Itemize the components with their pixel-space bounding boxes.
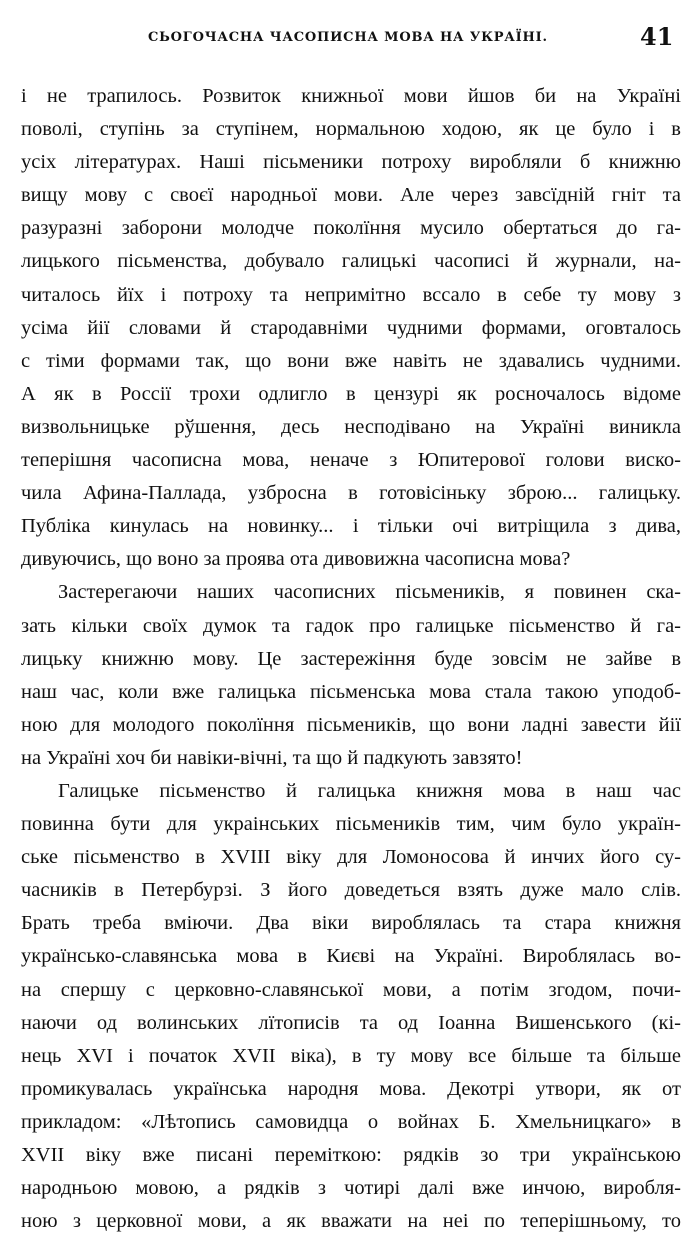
text-line: усіма йії словами й стародавніми чудними формами, оговталось: [21, 316, 681, 339]
text-line: на Україні хоч би навіки-вічні, та що й падкують завзято!: [21, 746, 523, 769]
page-number: 41: [640, 22, 674, 51]
text-line: теперішня часописна мова, неначе з Юпитерової голови виско-: [21, 449, 681, 472]
text-line: зать кільки своїх думок та гадок про галицьке пісьменство й га-: [21, 614, 681, 637]
text-line: українсько-славянська мова в Києві на Україні. Вироблялась во-: [21, 945, 681, 968]
text-line: визвольницьке рўшення, десь несподівано на Україні виникла: [21, 415, 681, 438]
paragraph-2: [21, 576, 681, 775]
text-line: Галицьке пісьменство й галицька книжня мова в наш час: [58, 779, 681, 802]
text-line: вищу мову с своєї народньої мови. Але через завсїдній гніт та: [21, 184, 681, 207]
text-line: промикувалась українська народня мова. Декотрі утвори, як от: [21, 1077, 681, 1100]
text-line: Публіка кинулась на новинку... і тільки очі витріщила з дива,: [21, 515, 681, 538]
text-line: дивуючись, що воно за проява ота дивовижна часописна мова?: [21, 548, 571, 571]
text-line: народньою мовою, а рядків з чотирі далі вже инчою, виробля-: [21, 1177, 681, 1200]
text-line: XVII віку вже писані переміткою: рядків зо три українською: [21, 1144, 681, 1166]
text-line: Застерегаючи наших часописних пісьмеників, я повинен ска-: [58, 581, 681, 604]
text-line: читалось йїх і потроху та непримітно вссало в себе ту мову з: [21, 283, 681, 306]
text-line: Брать треба вміючи. Два віки вироблялась та стара книжня: [21, 912, 681, 935]
paragraph-3: [21, 775, 681, 1238]
text-line: часників в Петербурзі. З його доведеться взять дуже мало слів.: [21, 879, 681, 902]
text-line: лицького пісьменства, добувало галицькі часописі й журнали, на-: [21, 250, 681, 273]
text-line: наш час, коли вже галицька пісьменська мова стала такою уподоб-: [21, 680, 681, 703]
text-line: А як в Россії трохи одлигло в цензурі як росночалось відоме: [21, 382, 681, 405]
text-line: усіх літературах. Наші пісьменики потроху виробляли б книжню: [21, 151, 681, 174]
text-line: ною для молодого поколїння пісьмеників, що вони ладні завести йії: [21, 713, 681, 736]
text-line: ною з церковної мови, а як вважати на неі по теперішньому, то: [21, 1210, 681, 1233]
text-line: наючи од волинських лїтописів та од Іоанна Вишенського (кі-: [21, 1011, 681, 1034]
text-line: чила Афина-Паллада, узбросна в готовісіньку зброю... галицьку.: [21, 482, 681, 505]
text-line: повинна бути для украінських пісьмеників тим, чим було україн-: [21, 813, 681, 836]
text-line: нець XVI і початок XVII віка), в ту мову все більше та більше: [21, 1044, 681, 1067]
text-line: на спершу с церковно-славянської мови, а потім згодом, почи-: [21, 978, 681, 1001]
text-line: і не трапилось. Розвиток книжньої мови йшов би на Україні: [21, 85, 681, 107]
paragraph-1: [21, 80, 681, 576]
running-head: [0, 22, 700, 52]
text-line: разуразні заборони молодче поколїння мусило обертаться до га-: [21, 217, 681, 240]
running-head-title: СЬОГОЧАСНА ЧАСОПИСНА МОВА НА УКРАЇНІ.: [148, 30, 548, 45]
text-line: прикладом: «Лѣтопись самовидца о войнах Б. Хмельницкаго» в: [21, 1110, 681, 1133]
body-text: [21, 80, 681, 1238]
text-line: с тіми формами так, що вони вже навіть не здавались чудними.: [21, 349, 681, 372]
text-line: лицьку книжню мову. Це застережіння буде зовсім не зайве в: [21, 647, 681, 670]
text-line: ське пісьменство в XVIII віку для Ломоносова й инчих його су-: [21, 846, 681, 869]
text-line: поволі, ступінь за ступінем, нормальною ходою, як це було і в: [21, 118, 681, 141]
